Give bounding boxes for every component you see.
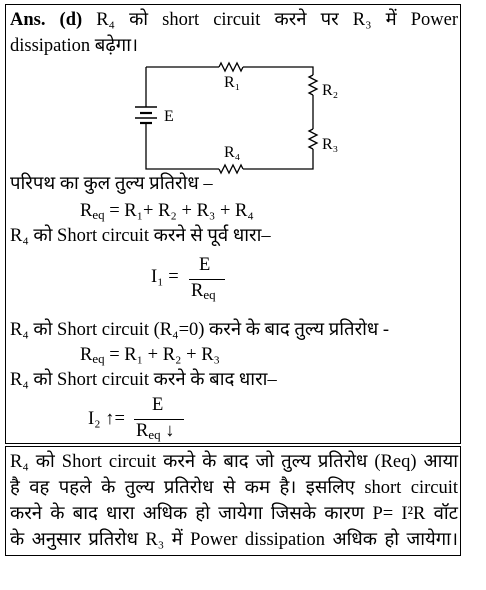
after-req-label: R₄ को Short circuit (R₄=0) करने के बाद तुल्य प्रतिरोध - — [10, 320, 390, 340]
conclusion-box — [5, 446, 461, 556]
equation-1: $R_{eq} = R_1+ R_2 + R_3 + R_4$ — [80, 201, 254, 223]
answer-label: Ans. (d) — [10, 10, 83, 30]
equation-2: $R_{eq} = R_1 + R_2 + R_3$ — [80, 345, 220, 367]
i1-fraction-bar — [189, 279, 225, 280]
label-r1: R₁ — [224, 74, 241, 91]
label-r3: R₃ — [322, 136, 339, 153]
answer-box — [5, 4, 461, 444]
label-e: E — [164, 108, 174, 125]
conclusion-line-1: R₄ को Short circuit करने के बाद जो तुल्य प्रतिरोध (Req) आया — [10, 452, 458, 472]
answer-line-2: dissipation बढ़ेगा। — [10, 36, 138, 56]
current-before-label: R₄ को Short circuit करने से पूर्व धारा– — [10, 226, 271, 246]
fraction-i2 — [88, 391, 198, 445]
battery-symbol — [135, 107, 157, 123]
i1-denominator: $R_{eq}$ — [191, 281, 216, 303]
i2-fraction-bar — [134, 419, 184, 420]
total-resistance-label: परिपथ का कुल तुल्य प्रतिरोध – — [10, 174, 213, 194]
resistor-r2 — [309, 75, 317, 95]
answer-line-1 — [10, 8, 458, 33]
i2-numerator: E — [152, 395, 164, 415]
i2-lhs: I₂ ↑= — [88, 409, 125, 429]
answer-statement-1: R₄ को short circuit करने पर R₃ में Power — [96, 10, 458, 30]
i1-numerator: E — [199, 255, 211, 275]
i1-lhs: I₁ = — [151, 267, 179, 287]
resistor-r1 — [219, 63, 243, 71]
resistor-r3 — [309, 129, 317, 149]
label-r2: R₂ — [322, 82, 339, 99]
conclusion-line-2: है वह पहले के तुल्य प्रतिरोध से कम है। इसलिए short circuit — [10, 478, 458, 498]
resistor-r4 — [219, 165, 243, 173]
conclusion-line-4: के अनुसार प्रतिरोध R₃ में Power dissipation अधिक हो जायेगा। — [10, 530, 458, 550]
fraction-i1 — [151, 249, 241, 309]
i2-denominator: $R_{eq}$ ↓ — [136, 421, 175, 443]
down-arrow-icon: ↓ — [165, 421, 175, 441]
circuit-diagram — [124, 59, 339, 177]
current-after-label: R₄ को Short circuit करने के बाद धारा– — [10, 370, 277, 390]
label-r4: R₄ — [224, 144, 241, 161]
conclusion-line-3: करने के बाद धारा अधिक हो जायेगा जिसके कारण P= I²R वॉट — [10, 504, 458, 524]
